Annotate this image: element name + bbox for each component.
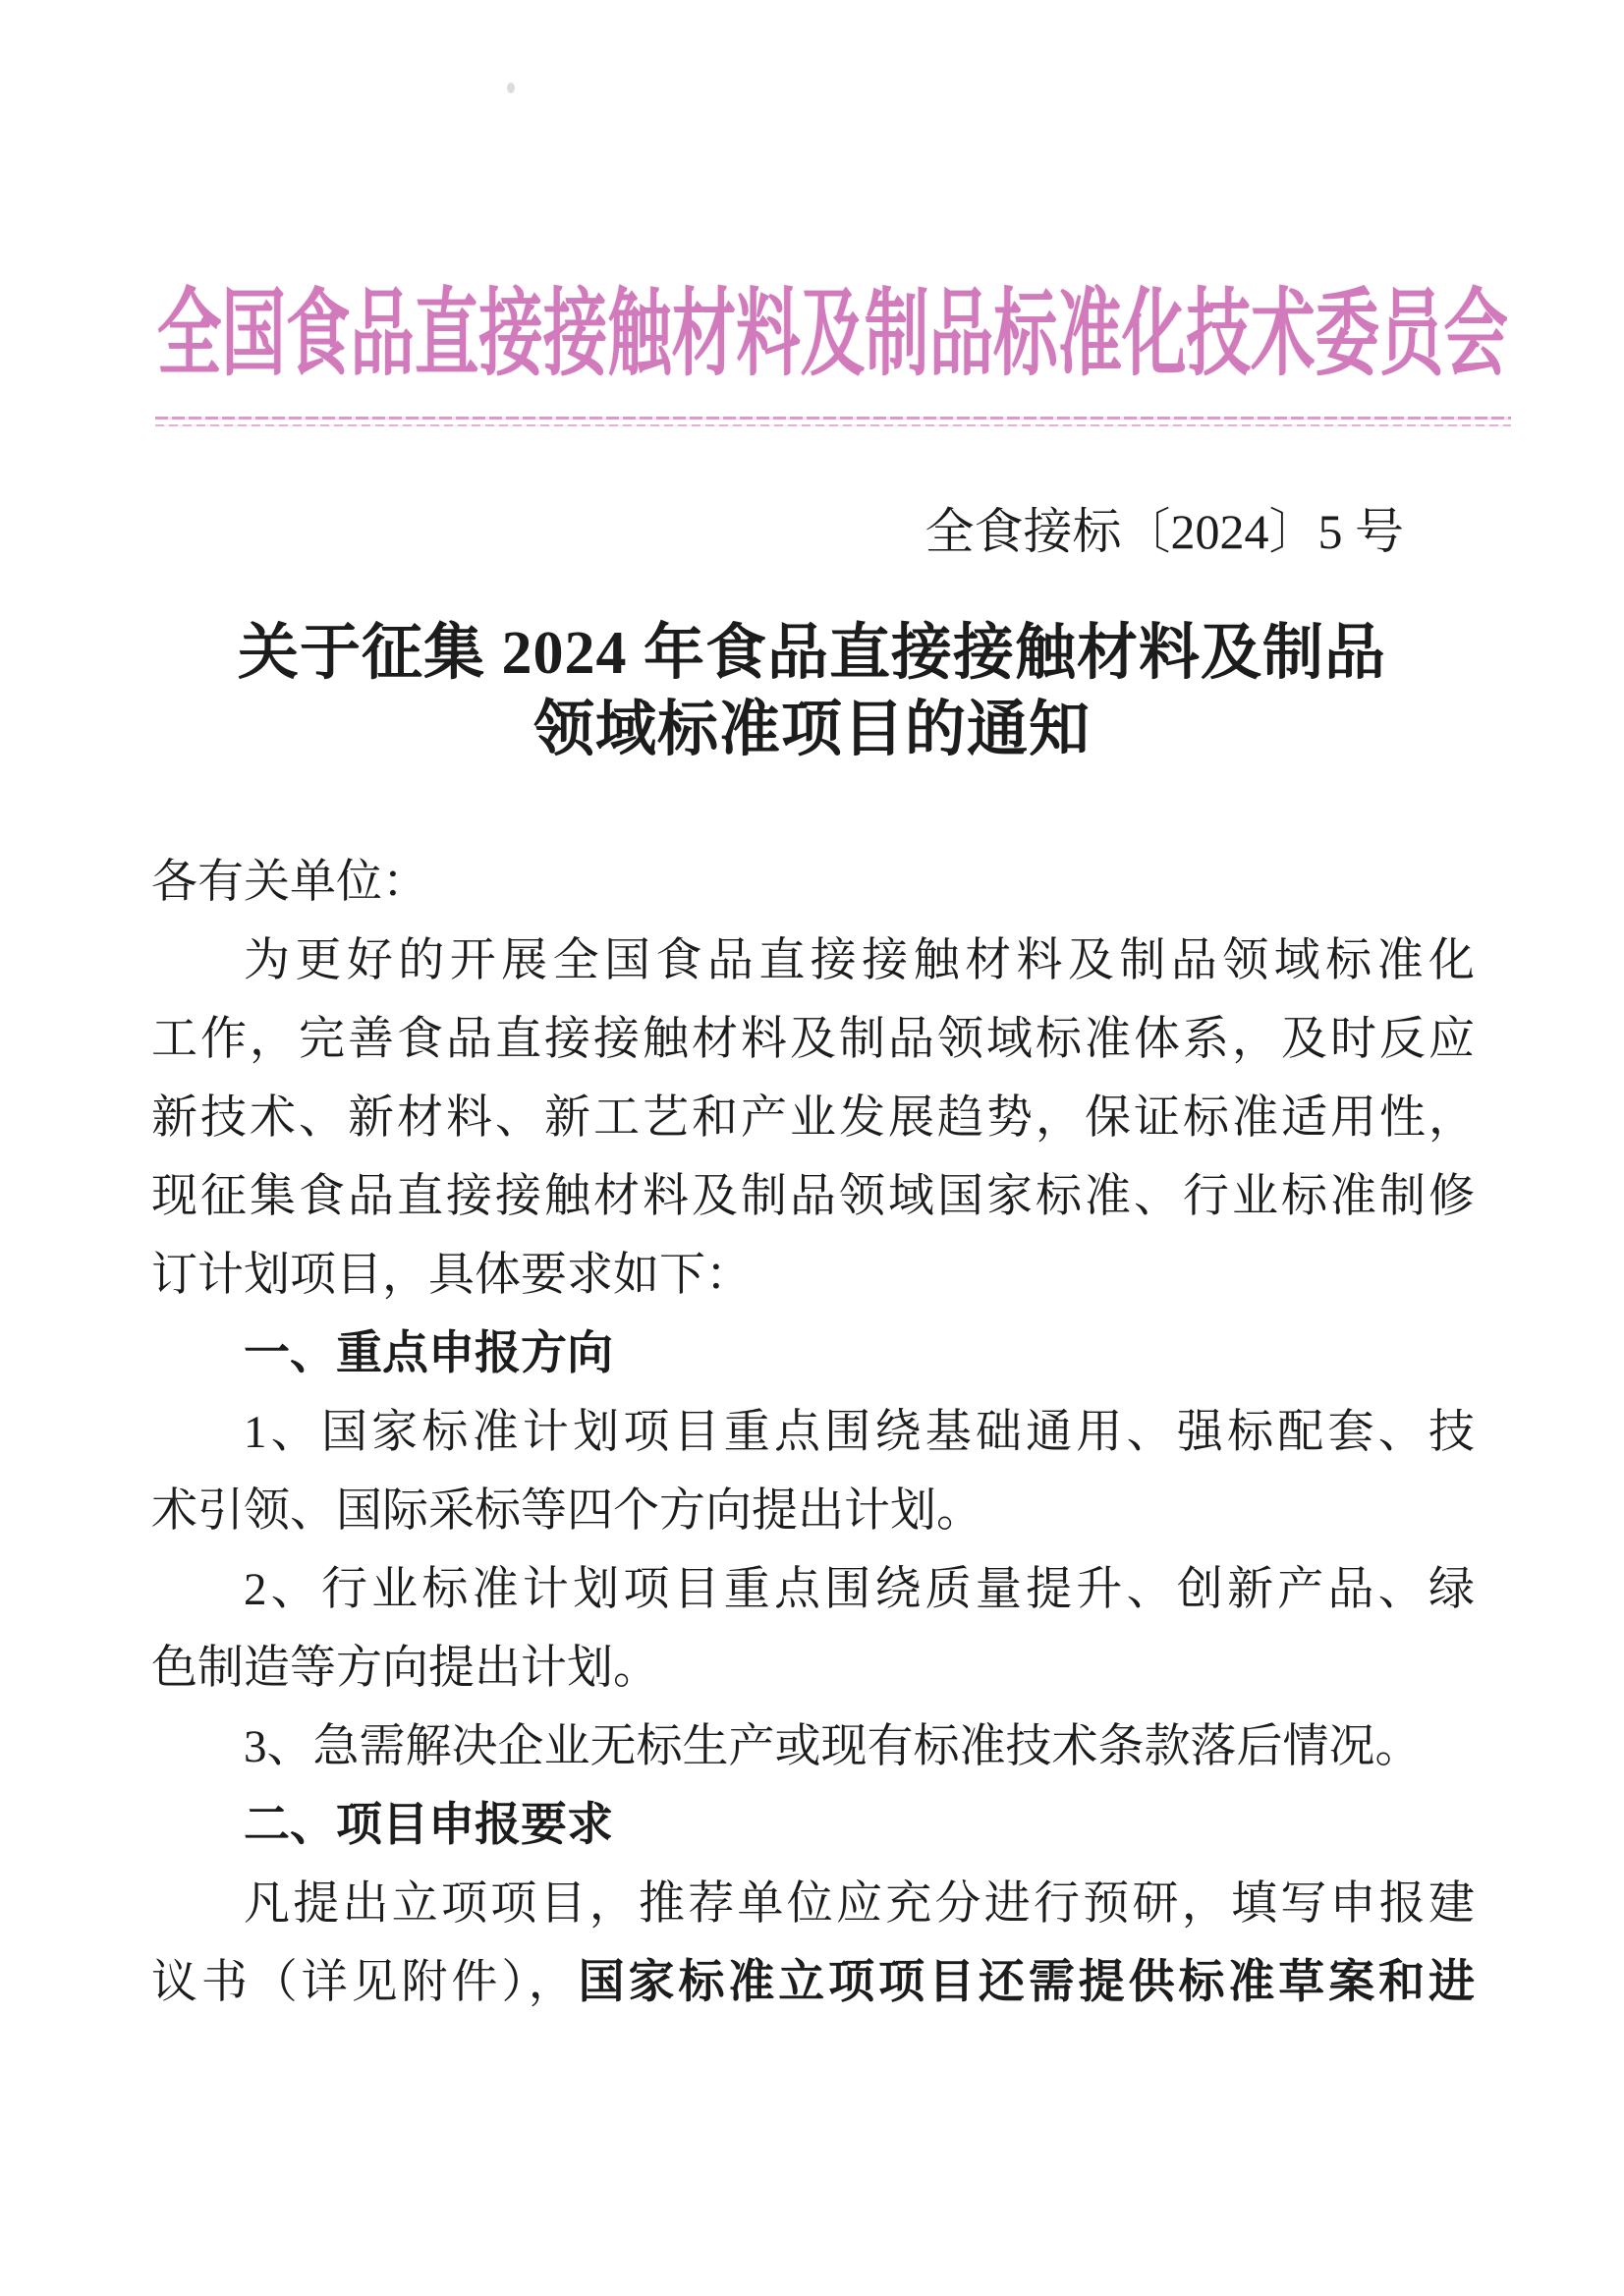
letterhead-rule-bottom [155,424,1511,426]
body-line-bold-segment: 国家标准立项项目还需提供标准草案和进 [578,1957,1476,2008]
document-title-line-2: 领域标准项目的通知 [532,697,1091,763]
body-line: 2、行业标准计划项目重点围绕质量提升、创新产品、绿 [244,1564,1475,1615]
section-heading-2: 二、项目申报要求 [244,1800,613,1851]
body-line-mixed [151,1943,1475,2022]
letterhead-rule-top [155,417,1511,420]
body-line: 凡提出立项项目，推荐单位应充分进行预研，填写申报建 [244,1878,1475,1930]
body-line: 工作，完善食品直接接触材料及制品领域标准体系，及时反应 [151,1014,1475,1065]
body-line: 为更好的开展全国食品直接接触材料及制品领域标准化 [244,935,1475,986]
body-line: 新技术、新材料、新工艺和产业发展趋势，保证标准适用性， [151,1092,1475,1144]
document-title-line-1: 关于征集 2024 年食品直接接触材料及制品 [237,620,1386,687]
document-title [0,615,1624,768]
body-line-normal-segment: 议书（详见附件）， [151,1957,579,2008]
body-line: 订计划项目，具体要求如下： [151,1250,752,1301]
body-line: 1、国家标准计划项目重点围绕基础通用、强标配套、技 [244,1407,1475,1458]
body-line: 现征集食品直接接触材料及制品领域国家标准、行业标准制修 [151,1171,1475,1222]
letterhead [157,277,1513,397]
scan-speck [507,83,515,93]
body-line: 术引领、国际采标等四个方向提出计划。 [151,1485,982,1537]
document-body [151,843,1475,2022]
letterhead-title: 全国食品直接接触材料及制品标准化技术委员会 [157,282,1508,387]
document-number: 全食接标〔2024〕5 号 [924,504,1404,559]
section-heading-1: 一、重点申报方向 [244,1328,613,1379]
salutation: 各有关单位： [151,857,428,908]
body-line: 色制造等方向提出计划。 [151,1643,659,1694]
body-line: 3、急需解决企业无标生产或现有标准技术条款落后情况。 [244,1721,1422,1772]
